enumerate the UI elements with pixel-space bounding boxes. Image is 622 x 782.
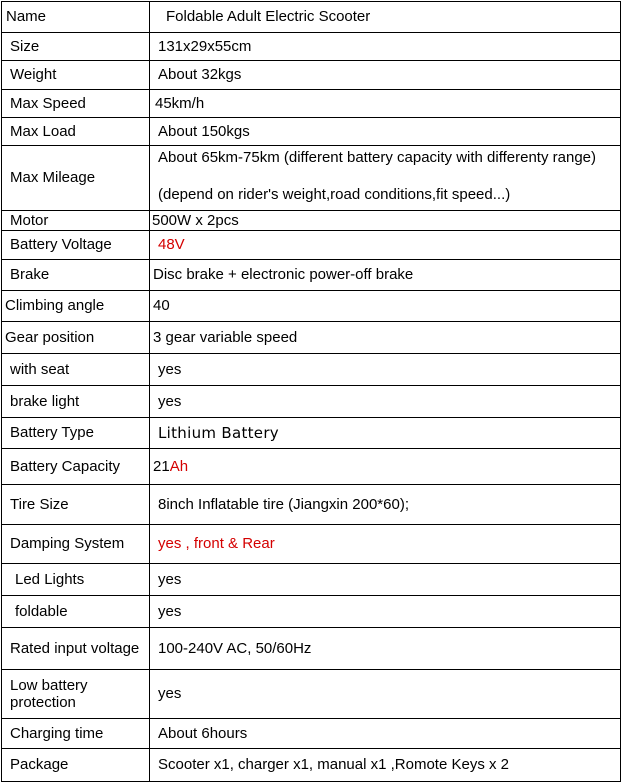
spec-label: Size [2,33,150,61]
spec-label: Low battery protection [2,670,150,719]
table-row [2,670,621,719]
spec-table [1,1,621,782]
spec-value: yes [150,386,621,418]
table-row [2,291,621,322]
spec-label: Battery Type [2,418,150,449]
spec-label: Max Speed [2,90,150,118]
table-row [2,449,621,485]
spec-value: 100-240V AC, 50/60Hz [150,628,621,670]
capacity-number: 21 [153,457,170,475]
spec-label: Motor [2,211,150,231]
table-row [2,2,621,33]
spec-label: Gear position [2,322,150,354]
table-row [2,386,621,418]
spec-value: About 150kgs [150,118,621,146]
spec-value: 131x29x55cm [150,33,621,61]
spec-label: brake light [2,386,150,418]
spec-value: yes [150,596,621,628]
spec-value: yes [150,670,621,719]
table-row [2,211,621,231]
spec-value: Disc brake + electronic power-off brake [150,260,621,291]
spec-value: 3 gear variable speed [150,322,621,354]
table-row [2,719,621,749]
spec-value: Lithium Battery [150,418,621,449]
spec-label: Charging time [2,719,150,749]
spec-value: yes [150,564,621,596]
table-row [2,596,621,628]
spec-value: 500W x 2pcs [150,211,621,231]
spec-label: Tire Size [2,485,150,525]
spec-label: foldable [2,596,150,628]
spec-label: Max Mileage [2,146,150,211]
table-row [2,485,621,525]
capacity-unit: Ah [169,457,189,475]
spec-label: Rated input voltage [2,628,150,670]
spec-value: 40 [150,291,621,322]
spec-label: Battery Voltage [2,231,150,260]
spec-value: About 32kgs [150,61,621,90]
spec-label: Damping System [2,525,150,564]
table-row [2,525,621,564]
spec-value-multiline [150,146,621,211]
spec-value: About 6hours [150,719,621,749]
table-row [2,146,621,211]
spec-value: yes [150,354,621,386]
spec-label: Name [2,2,150,33]
table-row [2,260,621,291]
spec-label: Led Lights [2,564,150,596]
spec-label: Max Load [2,118,150,146]
spec-value: 45km/h [150,90,621,118]
table-row [2,231,621,260]
table-row [2,33,621,61]
table-row [2,61,621,90]
table-row [2,628,621,670]
spec-value: Scooter x1, charger x1, manual x1 ,Romote Keys x 2 [150,749,621,782]
spec-value-line: About 65km-75km (different battery capacity with differenty range) [158,149,596,166]
table-row [2,118,621,146]
spec-label: Weight [2,61,150,90]
table-row [2,354,621,386]
table-row [2,564,621,596]
table-row [2,749,621,782]
spec-label: Climbing angle [2,291,150,322]
spec-value [150,449,621,485]
spec-label: Battery Capacity [2,449,150,485]
spec-label: Package [2,749,150,782]
table-row [2,90,621,118]
table-row [2,322,621,354]
spec-label: Brake [2,260,150,291]
spec-value: Foldable Adult Electric Scooter [150,2,621,33]
spec-value: yes , front & Rear [150,525,621,564]
spec-label: with seat [2,354,150,386]
spec-value-line: (depend on rider's weight,road conditions,fit speed...) [158,186,511,203]
table-row [2,418,621,449]
spec-value: 48V [150,231,621,260]
spec-value: 8inch Inflatable tire (Jiangxin 200*60); [150,485,621,525]
